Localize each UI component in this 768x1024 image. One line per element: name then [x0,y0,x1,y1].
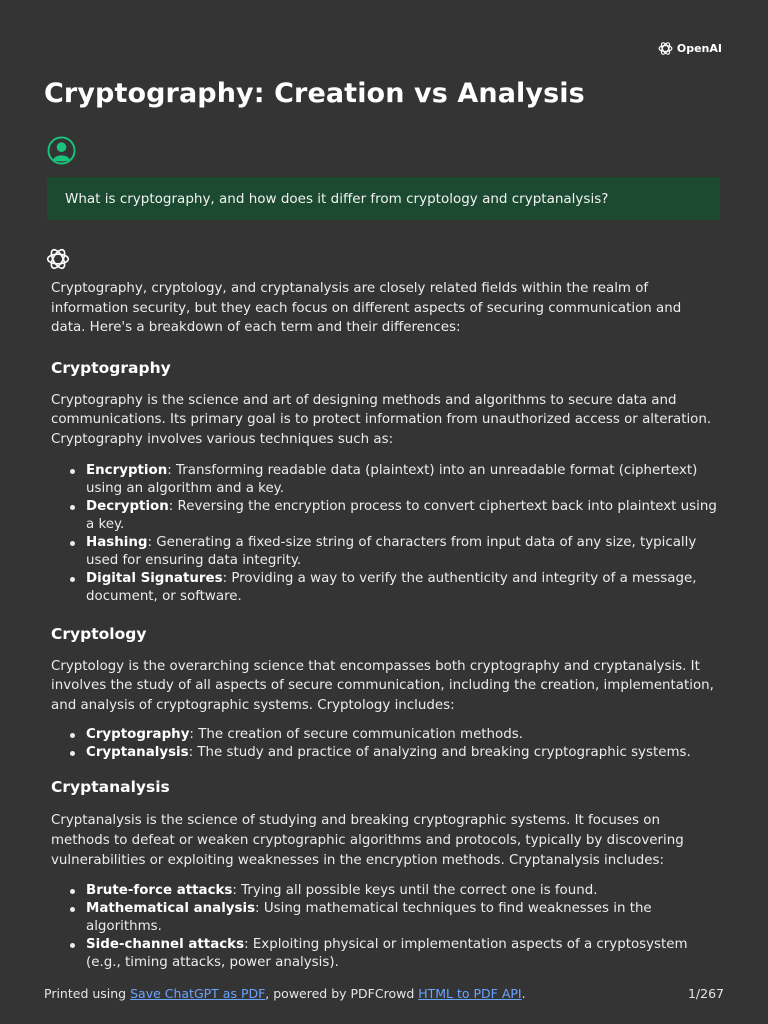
chatgpt-logo-icon [45,246,71,272]
list-item: Cryptanalysis: The study and practice of analyzing and breaking cryptographic systems. [86,744,719,762]
bullet-list [51,462,719,606]
section-heading-cryptology: Cryptology [51,624,147,643]
list-item: Hashing: Generating a fixed-size string of characters from input data of any size, typically used for ensuring data integrity. [86,534,719,570]
page-title: Cryptography: Creation vs Analysis [44,78,585,109]
assistant-answer [51,279,719,972]
answer-intro: Cryptography, cryptology, and cryptanalysis are closely related fields within the realm of information security, but they each focus on different aspects of securing communication and data. Here's a breakdown of each term and their differences: [51,281,682,336]
question-text: What is cryptography, and how does it differ from cryptology and cryptanalysis? [65,190,609,207]
list-item: Brute-force attacks: Trying all possible keys until the correct one is found. [86,882,719,900]
footer-credit: Printed using Save ChatGPT as PDF, powered by PDFCrowd HTML to PDF API. [44,986,526,1001]
list-item: Side-channel attacks: Exploiting physical or implementation aspects of a cryptosystem (e.g., timing attacks, power analysis). [86,936,719,972]
user-avatar-icon [47,136,76,165]
list-item: Cryptography: The creation of secure communication methods. [86,726,719,744]
list-item: Digital Signatures: Providing a way to verify the authenticity and integrity of a message, document, or software. [86,570,719,606]
section-text: Cryptanalysis is the science of studying and breaking cryptographic systems. It focuses on methods to defeat or weaken cryptographic algorithms and protocols, typically by discovering vulnerabilities or exploiting weaknesses in the encryption methods. Cryptanalysis includes: [51,813,684,868]
user-question [47,177,720,220]
print-footer [44,986,724,1001]
bullet-list [51,726,719,762]
list-item: Decryption: Reversing the encryption process to convert ciphertext back into plaintext using a key. [86,498,719,534]
bullet-list [51,882,719,972]
section-heading-cryptanalysis: Cryptanalysis [51,778,170,797]
html-to-pdf-api-link[interactable]: HTML to PDF API [418,986,522,1001]
section-heading-cryptography: Cryptography [51,358,171,377]
list-item: Mathematical analysis: Using mathematical techniques to find weaknesses in the algorithms. [86,900,719,936]
list-item: Encryption: Transforming readable data (plaintext) into an unreadable format (ciphertext) using an algorithm and a key. [86,462,719,498]
page-number: 1/267 [687,986,724,1001]
save-chatgpt-pdf-link[interactable]: Save ChatGPT as PDF [130,986,266,1001]
brand-logo [657,40,722,57]
section-text: Cryptography is the science and art of designing methods and algorithms to secure data and communications. Its primary goal is to protect information from unauthorized access or alteration. Cryptography involves various techniques such as: [51,392,712,447]
section-text: Cryptology is the overarching science that encompasses both cryptography and cryptanalysis. It involves the study of all aspects of secure communication, including the creation, implementation, and analysis of cryptographic systems. Cryptology includes: [51,658,714,713]
brand-label: OpenAI [676,42,722,55]
openai-logo-icon [657,40,674,57]
